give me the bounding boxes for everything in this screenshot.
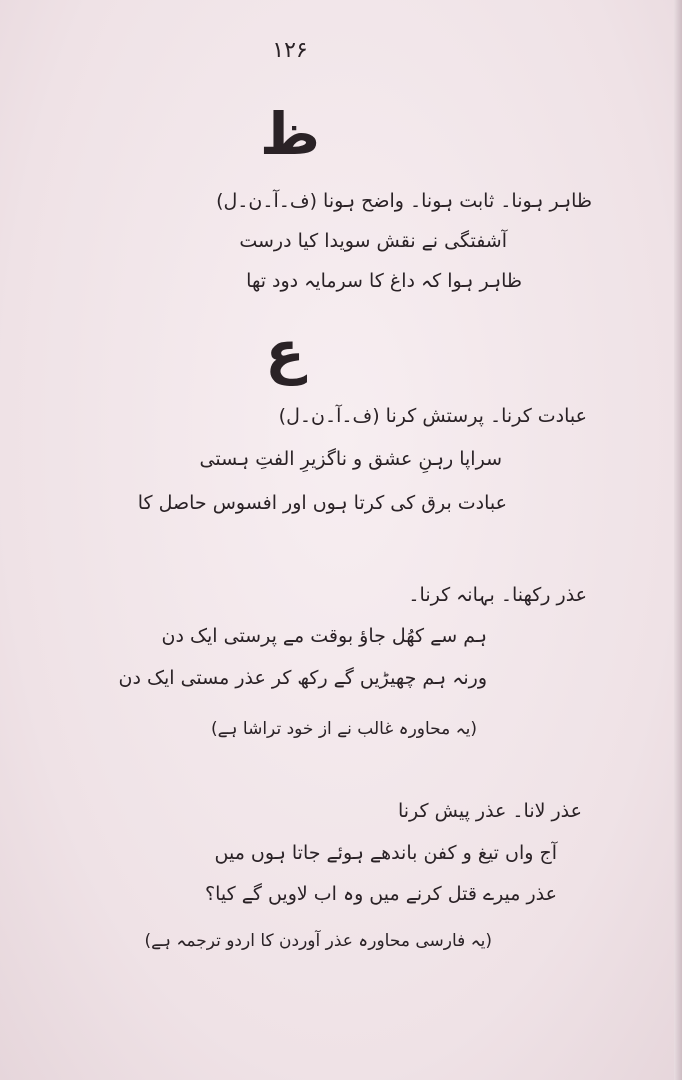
verse-line: ظاہر ہوا کہ داغ کا سرمایہ دود تھا: [246, 270, 522, 292]
letter-heading-zoy: ظ: [259, 100, 321, 168]
entry-headword: ظاہر ہونا۔ ثابت ہونا۔ واضح ہونا (ف۔آ۔ن۔ل): [216, 190, 592, 212]
editor-note: (یہ فارسی محاورہ عذر آوردن کا اردو ترجمہ ہے): [144, 931, 492, 951]
letter-heading-ain: ع: [265, 318, 305, 386]
verse-line: عذر میرے قتل کرنے میں وہ اب لاویں گے کیا؟: [205, 883, 557, 905]
verse-line: آشفتگی نے نقش سویدا کیا درست: [239, 230, 507, 252]
page-edge-shadow: [674, 0, 682, 1080]
entry-headword: عذر لانا۔ عذر پیش کرنا: [397, 800, 582, 822]
editor-note: (یہ محاورہ غالب نے از خود تراشا ہے): [210, 719, 477, 739]
verse-line: ہم سے کھُل جاؤ بوقت مے پرستی ایک دن: [161, 625, 487, 647]
page-number: ۱۲۶: [272, 38, 308, 63]
verse-line: آج واں تیغ و کفن باندھے ہوئے جاتا ہوں میں: [214, 842, 557, 864]
verse-line: سراپا رہنِ عشق و ناگزیرِ الفتِ ہستی: [199, 448, 502, 470]
verse-line: عبادت برق کی کرتا ہوں اور افسوس حاصل کا: [137, 492, 507, 514]
entry-headword: عذر رکھنا۔ بہانہ کرنا۔: [408, 584, 587, 606]
verse-line: ورنہ ہم چھیڑیں گے رکھ کر عذر مستی ایک دن: [118, 667, 487, 689]
entry-headword: عبادت کرنا۔ پرستش کرنا (ف۔آ۔ن۔ل): [278, 405, 587, 427]
